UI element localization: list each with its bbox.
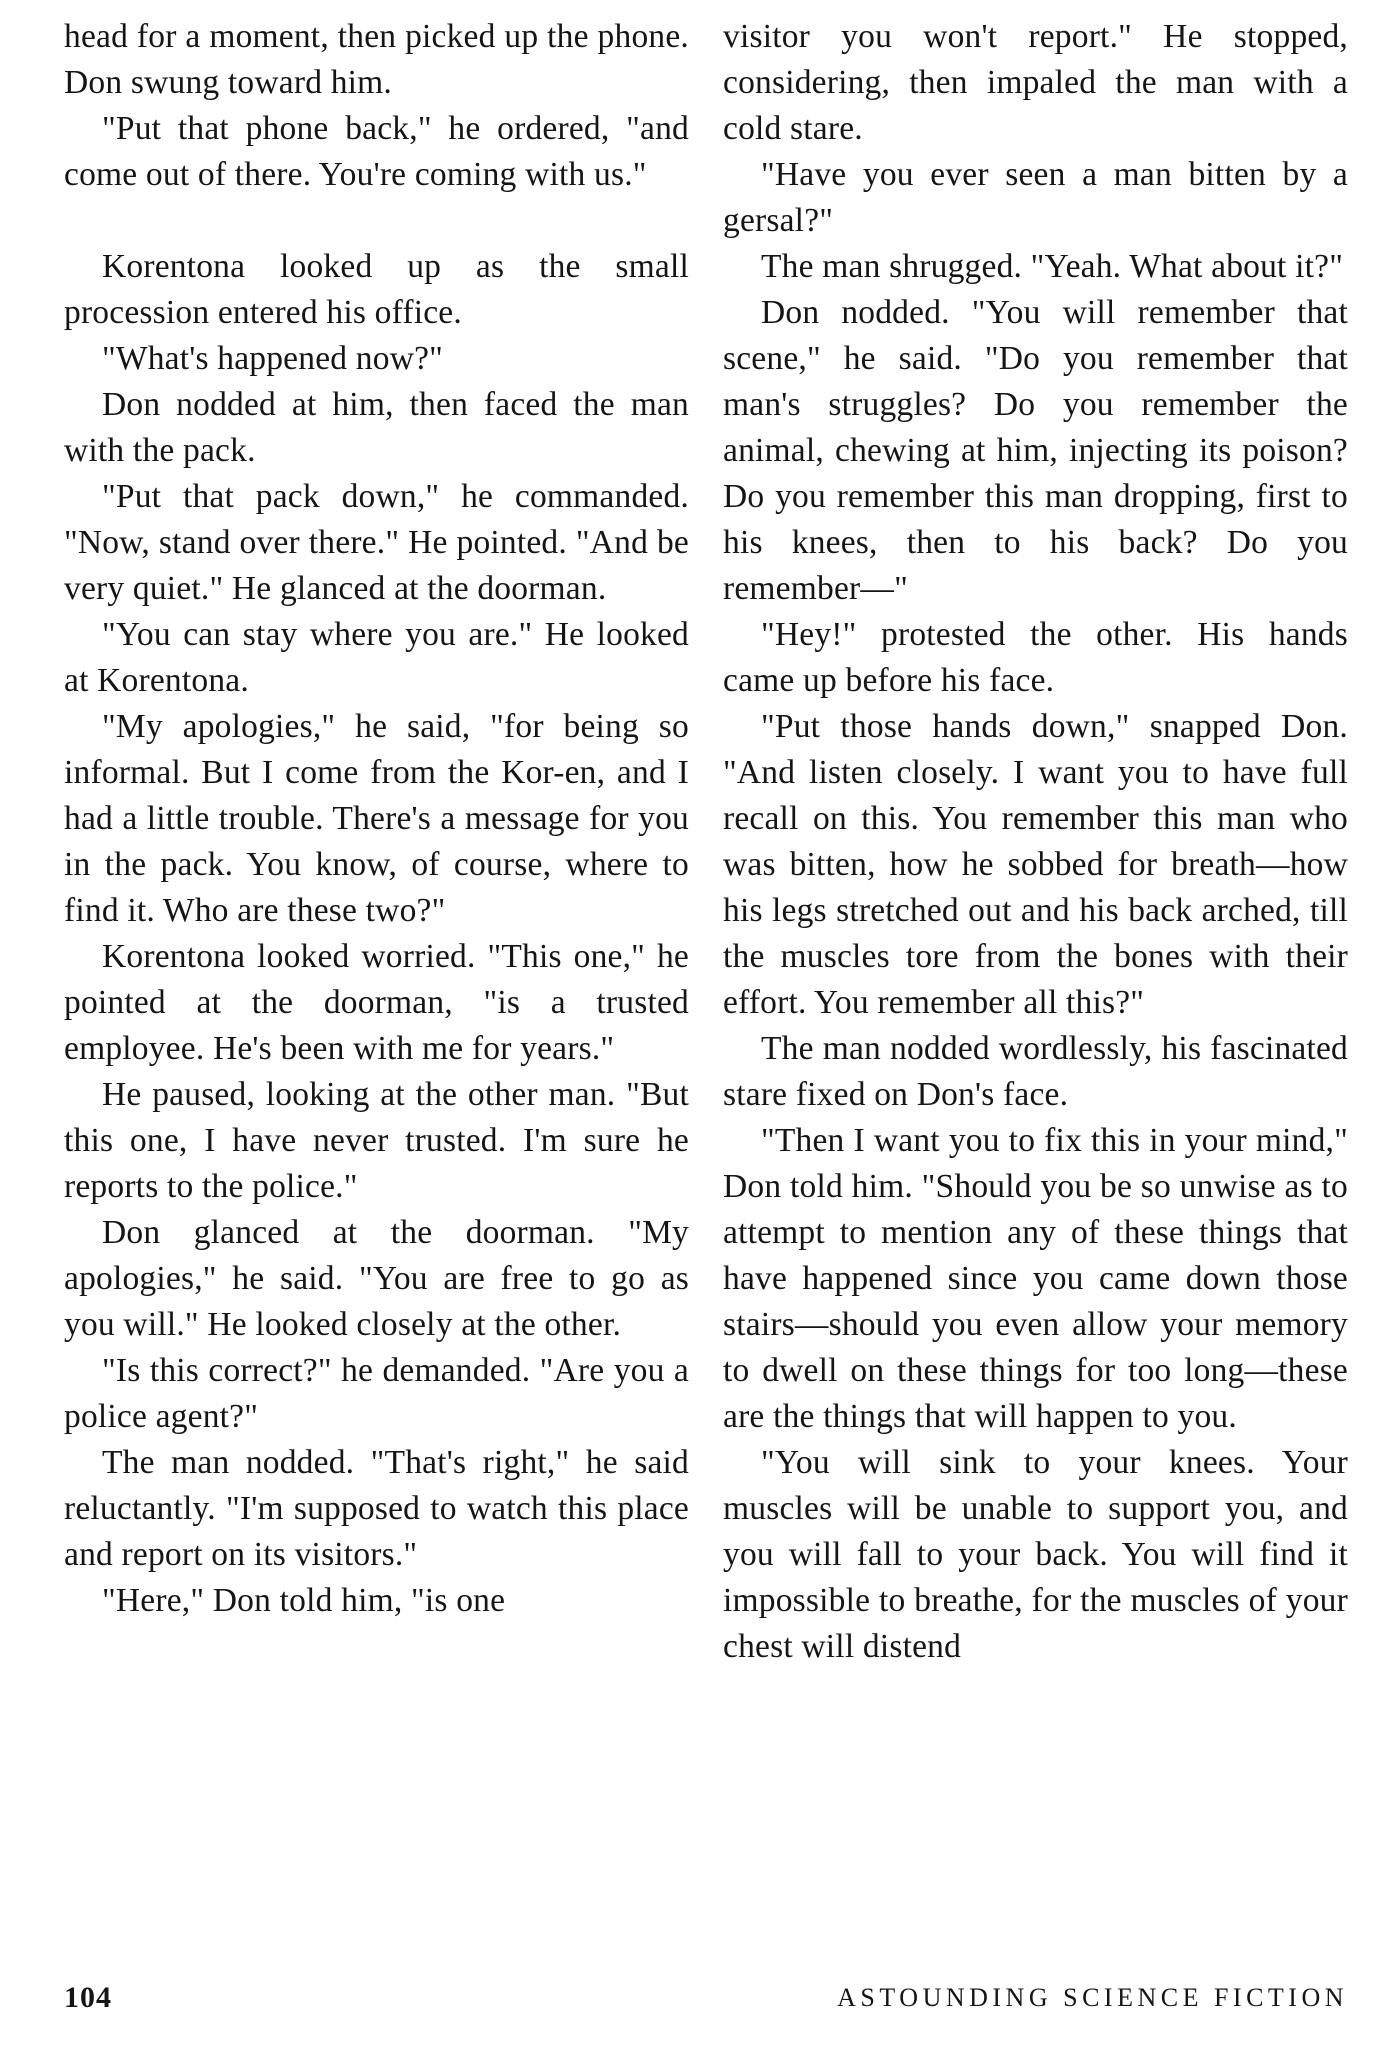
paragraph: Don glanced at the doorman. "My apologies," he said. "You are free to go as you will." He looked closely at the other.	[64, 1214, 689, 1343]
paragraph: "You will sink to your knees. Your muscles will be unable to support you, and you will fall to your back. You will find it impossible to breathe, for the muscles of your chest will distend	[723, 1444, 1348, 1665]
paragraph: "Put that pack down," he commanded. "Now, stand over there." He pointed. "And be very quiet." He glanced at the doorman.	[64, 478, 689, 607]
paragraph: "You can stay where you are." He looked at Korentona.	[64, 616, 689, 699]
right-column	[723, 14, 1348, 1670]
paragraph: "Here," Don told him, "is one	[102, 1582, 506, 1619]
paragraph: "What's happened now?"	[102, 340, 444, 377]
paragraph: head for a moment, then picked up the phone. Don swung toward him.	[64, 18, 689, 101]
paragraph: "Then I want you to fix this in your mind," Don told him. "Should you be so unwise as to attempt to mention any of these things that have happened since you came down those stairs—should you even allow your memory to dwell on these things for too long—these are the things that will happen to you.	[723, 1122, 1348, 1435]
paragraph: Korentona looked up as the small procession entered his office.	[64, 248, 689, 331]
page-number: 104	[64, 1981, 112, 2014]
paragraph: "My apologies," he said, "for being so informal. But I come from the Kor-en, and I had a little trouble. There's a message for you in the pack. You know, of course, where to find it. Who are these two?"	[64, 708, 689, 929]
paragraph: "Put that phone back," he ordered, "and come out of there. You're coming with us."	[64, 110, 689, 193]
paragraph: The man shrugged. "Yeah. What about it?"	[761, 248, 1344, 285]
paragraph: "Hey!" protested the other. His hands came up before his face.	[723, 616, 1348, 699]
paragraph: The man nodded. "That's right," he said reluctantly. "I'm supposed to watch this place and report on its visitors."	[64, 1444, 689, 1573]
running-footer-title: ASTOUNDING SCIENCE FICTION	[837, 1983, 1348, 2012]
paragraph: "Have you ever seen a man bitten by a gersal?"	[723, 156, 1348, 239]
paragraph: Don nodded at him, then faced the man with the pack.	[64, 386, 689, 469]
paragraph: "Is this correct?" he demanded. "Are you a police agent?"	[64, 1352, 689, 1435]
paragraph: visitor you won't report." He stopped, considering, then impaled the man with a cold stare.	[723, 18, 1348, 147]
paragraph: He paused, looking at the other man. "But this one, I have never trusted. I'm sure he reports to the police."	[64, 1076, 689, 1205]
paragraph: "Put those hands down," snapped Don. "And listen closely. I want you to have full recall on this. You remember this man who was bitten, how he sobbed for breath—how his legs stretched out and his back arched, till the muscles tore from the bones with their effort. You remember all this?"	[723, 708, 1348, 1021]
left-column	[64, 14, 689, 1624]
paragraph: Don nodded. "You will remember that scene," he said. "Do you remember that man's struggles? Do you remember the animal, chewing at him, injecting its poison? Do you remember this man dropping, first to his knees, then to his back? Do you remember—"	[723, 294, 1348, 607]
paragraph: The man nodded wordlessly, his fascinated stare fixed on Don's face.	[723, 1030, 1348, 1113]
paragraph: Korentona looked worried. "This one," he pointed at the doorman, "is a trusted employee. He's been with me for years."	[64, 938, 689, 1067]
